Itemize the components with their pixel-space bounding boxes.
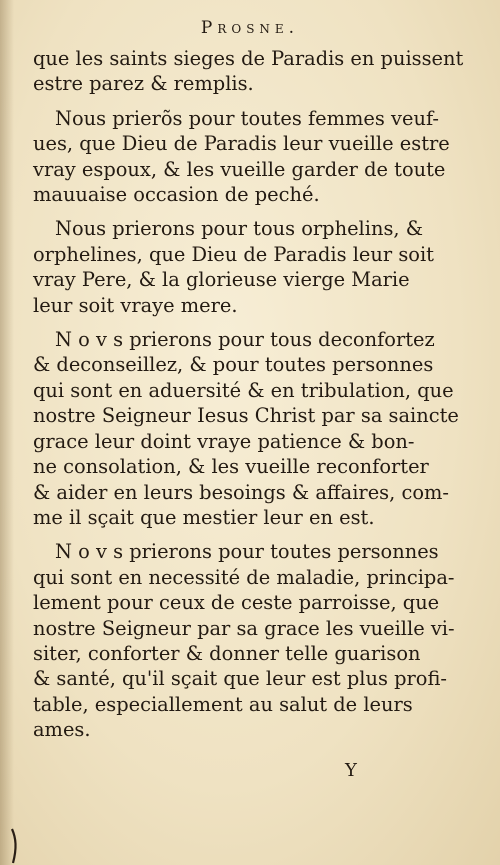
text-line: que les saints sieges de Paradis en puissent (33, 47, 464, 70)
text-line: vray espoux, & les vueille garder de toute (33, 157, 446, 181)
running-title: Prosne. (200, 18, 300, 38)
paragraph (33, 216, 453, 318)
paragraph (33, 539, 453, 742)
text-line: Nous prierons pour tous orphelins, & (55, 217, 423, 241)
body-text (33, 46, 464, 743)
paragraph (33, 327, 459, 530)
text-line: N o v s prierons pour tous deconfortez (55, 328, 435, 352)
text-line: me il sçait que mestier leur en est. (33, 505, 375, 529)
text-line: siter, conforter & donner telle guarison (33, 641, 421, 665)
paragraph (33, 46, 464, 97)
text-line: N o v s prierons pour toutes personnes (55, 540, 439, 564)
margin-mark-icon (9, 828, 19, 864)
text-line: table, especiallement au salut de leurs (33, 692, 413, 716)
text-line: leur soit vraye mere. (33, 293, 238, 317)
text-line: estre parez & remplis. (33, 72, 254, 96)
text-line: & santé, qu'il sçait que leur est plus profi- (33, 667, 447, 691)
text-line: qui sont en aduersité & en tribulation, que (33, 378, 454, 402)
signature-mark: Y (345, 760, 357, 781)
text-line: grace leur doint vraye patience & bon- (33, 429, 415, 453)
text-line: Nous prierõs pour toutes femmes veuf- (55, 106, 439, 130)
text-line: vray Pere, & la glorieuse vierge Marie (33, 268, 410, 292)
paragraph (33, 106, 453, 208)
page-gutter-shadow (0, 0, 14, 865)
text-line: lement pour ceux de ceste parroisse, que (33, 591, 440, 615)
text-line: ames. (33, 718, 91, 742)
text-line: orphelines, que Dieu de Paradis leur soit (33, 242, 434, 266)
text-line: & deconseillez, & pour toutes personnes (33, 353, 434, 377)
text-line: nostre Seigneur par sa grace les vueille vi- (33, 616, 455, 640)
text-line: qui sont en necessité de maladie, principa- (33, 565, 455, 589)
text-line: & aider en leurs besoings & affaires, com- (33, 480, 449, 504)
text-line: nostre Seigneur Iesus Christ par sa saincte (33, 404, 459, 428)
text-line: mauuaise occasion de peché. (33, 183, 320, 207)
text-line: ues, que Dieu de Paradis leur vueille estre (33, 132, 450, 156)
text-line: ne consolation, & les vueille reconforter (33, 455, 429, 479)
